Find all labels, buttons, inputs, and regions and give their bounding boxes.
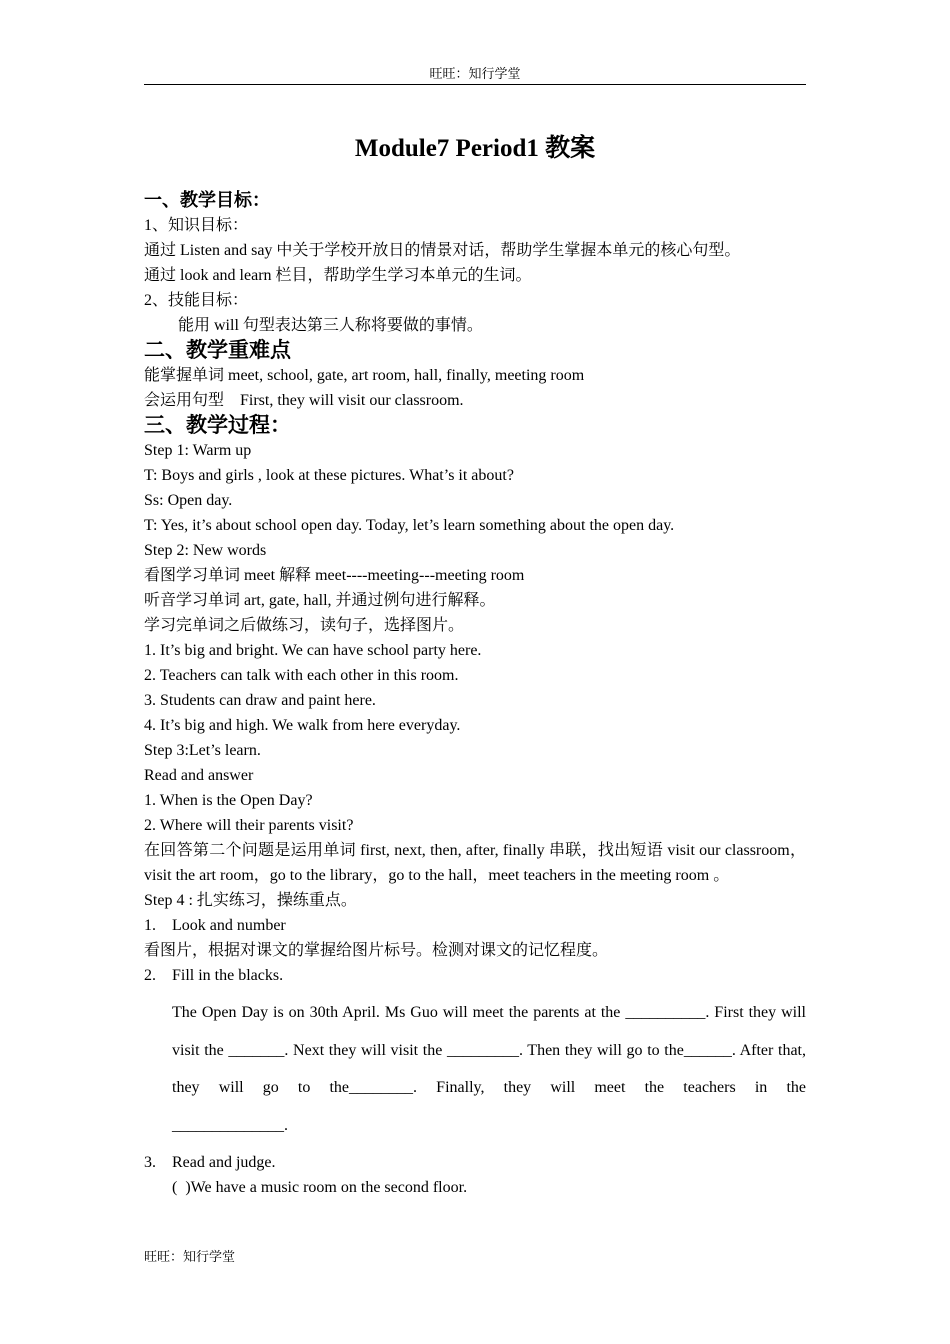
exercise-item-1 [144,913,806,938]
step3-line: 2. Where will their parents visit? [144,817,354,834]
document-body [144,132,806,1200]
skill-label: 2、技能目标： [144,292,249,309]
step2-title: Step 2: New words [144,542,267,559]
step4-title: Step 4 : 扎实练习，操练重点。 [144,892,357,909]
exercise-number: 1. [144,917,156,934]
step2-line: 学习完单词之后做练习，读句子，选择图片。 [144,617,465,634]
fill-in-text: The Open Day is on 30th April. Ms Guo will meet the parents at the __________. First they will visit the _______. Next they will visit the _________. Then they will go to the______. After that, they will go to the________. Finally, they will meet the teachers in the [172,1004,806,1096]
step3-paragraph: 在回答第二个问题是运用单词 first, next, then, after, finally 串联，找出短语 visit our classroom，visit the art room，go to the library，go to the hall，meet teachers in the meeting room 。 [144,842,806,884]
step1-line: Ss: Open day. [144,492,233,509]
exercise-title: Read and judge. [172,1154,276,1171]
exercise-item-3 [144,1150,806,1175]
exercise-number: 3. [144,1154,156,1171]
document-title: Module7 Period1 教案 [354,135,596,162]
step2-line: 听音学习单词 art, gate, hall, 并通过例句进行解释。 [144,592,496,609]
page-footer: 旺旺：知行学堂 [144,1249,236,1264]
knowledge-label: 1、知识目标： [144,217,249,234]
step2-line: 1. It’s big and bright. We can have school party here. [144,642,482,659]
judge-statement: ( )We have a music room on the second floor. [172,1179,468,1196]
step1-line: T: Yes, it’s about school open day. Today, let’s learn something about the open day. [144,517,675,534]
step3-line: 1. When is the Open Day? [144,792,313,809]
fill-in-paragraph [144,994,806,1144]
knowledge-line: 通过 Listen and say 中关于学校开放日的情景对话，帮助学生掌握本单元的核心句型。 [144,242,741,259]
fill-in-tail: ______________. [172,1116,288,1134]
step1-line: T: Boys and girls , look at these pictures. What’s it about? [144,467,514,484]
skill-line: 能用 will 句型表达第三人称将要做的事情。 [178,317,483,334]
exercise-description: 看图片，根据对课文的掌握给图片标号。检测对课文的记忆程度。 [144,942,609,959]
step3-title: Step 3:Let’s learn. [144,742,261,759]
knowledge-line: 通过 look and learn 栏目，帮助学生学习本单元的生词。 [144,267,532,284]
step1-title: Step 1: Warm up [144,442,252,459]
step2-line: 2. Teachers can talk with each other in this room. [144,667,459,684]
step2-line: 4. It’s big and high. We walk from here everyday. [144,717,461,734]
step3-line: Read and answer [144,767,254,784]
section-heading-objectives: 一、教学目标： [144,190,270,210]
section-heading-process: 三、教学过程： [144,413,291,437]
exercise-item-2 [144,963,806,988]
section-heading-key-points: 二、教学重难点 [144,338,291,362]
step2-line: 3. Students can draw and paint here. [144,692,376,709]
exercise-title: Fill in the blacks. [172,967,284,984]
page-header: 旺旺：知行学堂 [144,66,806,85]
key-point-line: 会运用句型 First, they will visit our classroom. [144,392,464,409]
exercise-number: 2. [144,967,156,984]
step2-line: 看图学习单词 meet 解释 meet----meeting---meeting room [144,567,525,584]
exercise-title: Look and number [172,917,286,934]
key-point-line: 能掌握单词 meet, school, gate, art room, hall, finally, meeting room [144,367,585,384]
